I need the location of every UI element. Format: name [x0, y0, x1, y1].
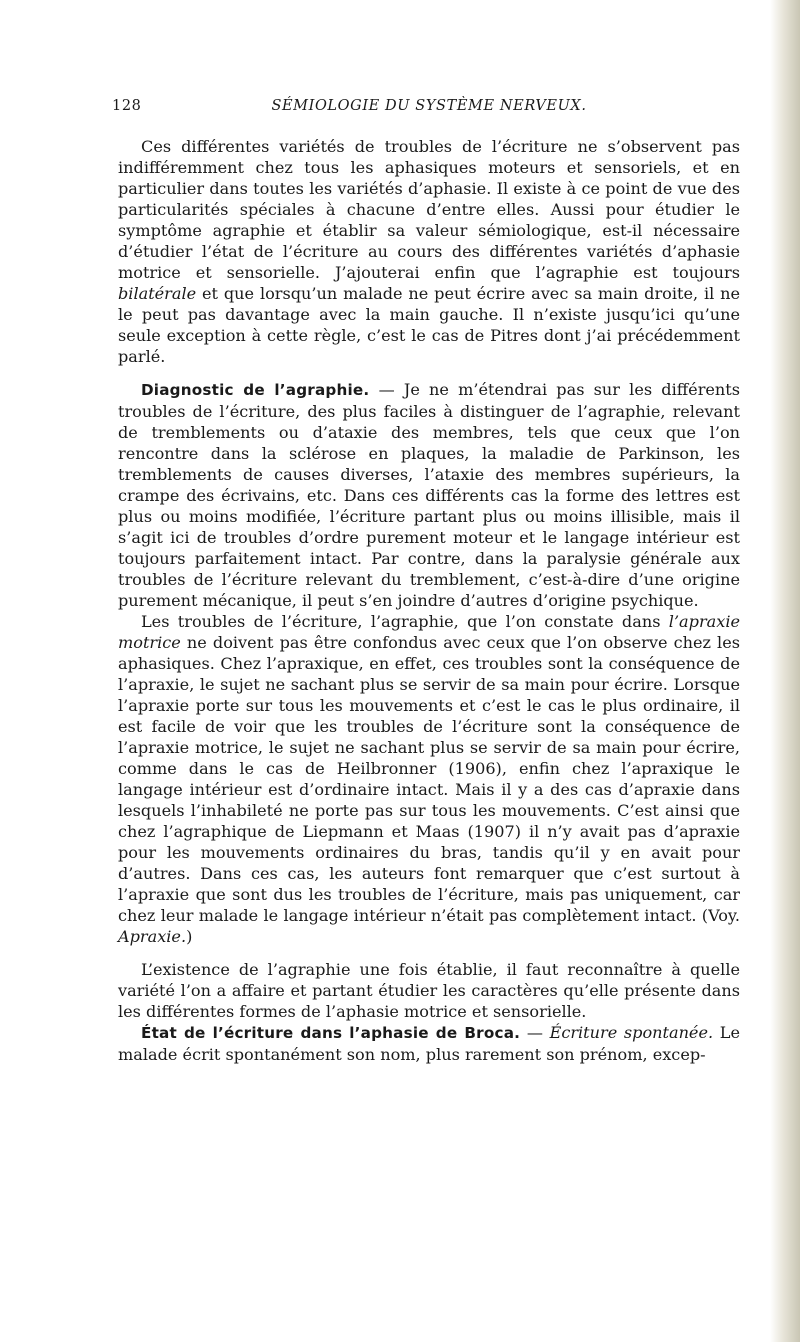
section-heading: Diagnostic de l’agraphie. — [141, 381, 370, 399]
paragraph: Ces différentes variétés de troubles de l’écriture ne s’observent pas indifféremment chez tous les aphasiques moteurs et sensoriels, et en particulier dans toutes les variétés d’aphasie. Il existe à ce point de vue des particularités spéciales à chacune d’entre elles. Aussi pour étudier le symptôme agraphie et établir sa valeur sémiologique, est-il nécessaire d’étudier l’état de l’écriture au cours des différentes variétés d’aphasie motrice et sensorielle. J’ajouterai enfin que l’agraphie est toujours bilatérale et que lorsqu’un malade ne peut écrire avec sa main droite, il ne le peut pas davantage avec la main gauche. Il n’existe jusqu’ici qu’une seule exception à cette règle, c’est le cas de Pitres dont j’ai précédemment parlé. — [118, 137, 740, 366]
section-heading: État de l’écriture dans l’aphasie de Broca. — [141, 1024, 521, 1042]
paragraph: Diagnostic de l’agraphie. — Je ne m’étendrai pas sur les différents troubles de l’écriture, des plus faciles à distinguer de l’agraphie, relevant de tremblements ou d’ataxie des membres, tels que ceux que l’on rencontre dans la sclérose en plaques, la maladie de Parkinson, les tremblements de causes diverses, l’ataxie des membres supérieurs, la crampe des écrivains, etc. Dans ces différents cas la forme des lettres est plus ou moins modifiée, l’écriture partant plus ou moins illisible, mais il s’agit ici de troubles d’ordre purement moteur et le langage intérieur est toujours parfaitement intact. Par contre, dans la paralysie générale aux troubles de l’écriture relevant du tremblement, c’est-à-dire d’une origine purement mécanique, il peut s’en joindre d’autres d’origine psychique. — [118, 380, 741, 610]
page-number: 128 — [112, 98, 142, 114]
page-edge-shadow — [770, 0, 800, 1342]
paragraph: Les troubles de l’écriture, l’agraphie, que l’on constate dans l’apraxie motrice ne doivent pas être confondus avec ceux que l’on observe chez les aphasiques. Chez l’apraxique, en effet, ces troubles sont la conséquence de l’apraxie, le sujet ne sachant plus se servir de sa main pour écrire. Lorsque l’apraxie porte sur tous les mouvements et c’est le cas le plus ordinaire, il est facile de voir que les troubles de l’écriture sont la conséquence de l’apraxie motrice, le sujet ne sachant plus se servir de sa main pour écrire, comme dans le cas de Heilbronner (1906), enfin chez l’apraxique le langage intérieur est d’ordinaire intact. Mais il y a des cas d’apraxie dans lesquels l’inhabileté ne porte pas sur tous les mouvements. C’est ainsi que chez l’agraphique de Liepmann et Maas (1907) il n’y avait pas d’apraxie pour les mouvements ordinaires du bras, tandis qu’il y en avait pour d’autres. Dans ces cas, les auteurs font remarquer que c’est surtout à l’apraxie que sont dus les troubles de l’écriture, mais pas uniquement, car chez leur malade le langage intérieur n’était pas complètement intact. (Voy. Apraxie.) — [118, 612, 740, 946]
paragraph: L’existence de l’agraphie une fois établie, il faut reconnaître à quelle variété l’on a affaire et partant étudier les caractères qu’elle présente dans les différentes formes de l’aphasie motrice et sensorielle. — [118, 960, 740, 1021]
running-title: SÉMIOLOGIE DU SYSTÈME NERVEUX. — [271, 98, 587, 114]
running-head — [112, 98, 740, 124]
paragraph: État de l’écriture dans l’aphasie de Broca. — Écriture spontanée. Le malade écrit spontanément son nom, plus rarement son prénom, excep- — [118, 1023, 740, 1064]
book-page — [112, 98, 741, 1065]
body-text — [118, 136, 740, 1065]
